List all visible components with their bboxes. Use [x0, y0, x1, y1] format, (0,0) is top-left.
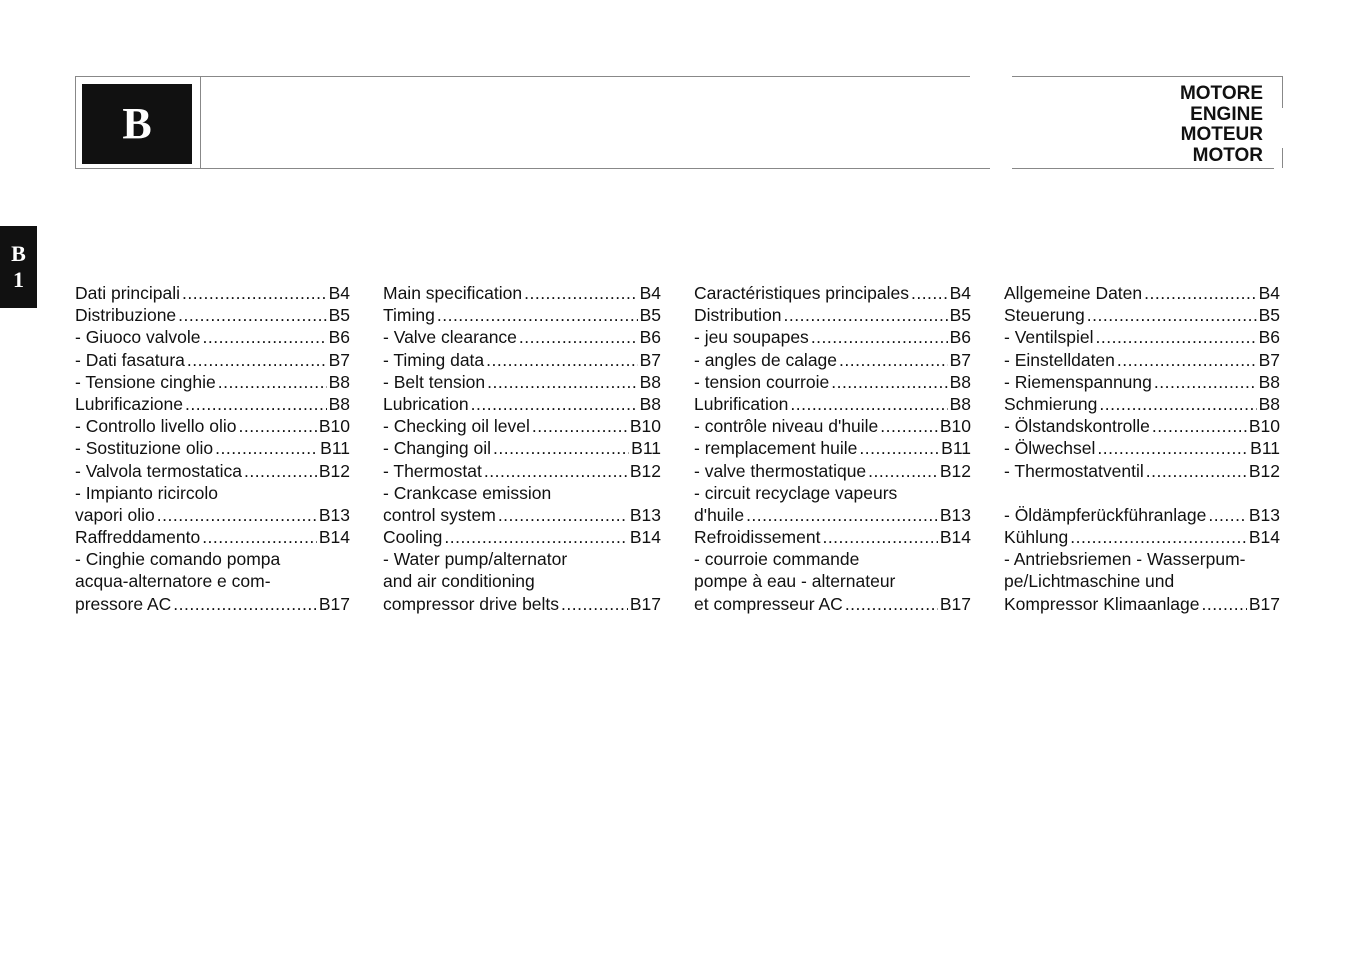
toc-entry[interactable]	[1004, 349, 1280, 371]
header-top-rule	[75, 76, 970, 77]
toc-leader-dots	[790, 393, 947, 415]
toc-entry	[383, 482, 661, 504]
toc-entry-title: - Changing oil	[383, 438, 491, 459]
toc-entry-title: - Ölstandskontrolle	[1004, 416, 1150, 437]
toc-entry[interactable]	[694, 593, 971, 615]
toc-entry-title: Main specification	[383, 283, 523, 303]
toc-leader-dots	[1087, 304, 1257, 326]
toc-entry[interactable]	[75, 349, 350, 371]
toc-entry-page: B5	[949, 305, 971, 326]
toc-entry-page: B5	[328, 305, 350, 326]
toc-entry-title: Kompressor Klimaanlage	[1004, 593, 1200, 614]
toc-entry-page: B8	[328, 371, 350, 392]
toc-leader-dots	[215, 437, 318, 459]
toc-entry-page: B10	[318, 416, 350, 437]
toc-entry[interactable]	[694, 304, 971, 326]
toc-leader-dots	[1152, 415, 1247, 437]
header-left-border	[75, 76, 76, 168]
toc-entry-title: Raffreddamento	[75, 527, 201, 548]
toc-entry-title: - Thermostatventil	[1004, 460, 1144, 481]
toc-leader-dots	[185, 393, 327, 415]
toc-leader-dots	[1096, 326, 1257, 348]
toc-entry-page: B5	[639, 305, 661, 326]
toc-entry-page: B4	[328, 283, 350, 303]
toc-leader-dots	[238, 415, 316, 437]
toc-entry-page: B13	[629, 504, 661, 525]
toc-entry[interactable]	[383, 415, 661, 437]
toc-leader-dots	[519, 326, 638, 348]
toc-entry-page: B13	[318, 504, 350, 525]
toc-entry	[694, 548, 971, 570]
toc-leader-dots	[484, 460, 628, 482]
toc-entry[interactable]	[694, 504, 971, 526]
toc-entry[interactable]	[383, 526, 661, 548]
toc-entry-page: B8	[639, 371, 661, 392]
section-title-italian: MOTORE	[1179, 83, 1263, 104]
toc-entry-page: B11	[941, 438, 971, 459]
toc-leader-dots	[845, 593, 938, 615]
toc-entry-page: B8	[639, 393, 661, 414]
toc-entry-title: Schmierung	[1004, 393, 1098, 414]
toc-entry[interactable]	[383, 371, 661, 393]
toc-entry-title: Distribuzione	[75, 305, 177, 326]
toc-leader-dots	[859, 437, 939, 459]
toc-entry-page: B4	[1258, 283, 1280, 303]
section-title-english: ENGINE	[1190, 103, 1263, 125]
toc-leader-dots	[911, 282, 948, 304]
toc-leader-dots	[1208, 504, 1247, 526]
toc-entry-title: - Water pump/alternator	[383, 549, 568, 570]
toc-leader-dots	[746, 504, 938, 526]
toc-entry-title: - Belt tension	[383, 371, 486, 392]
toc-entry[interactable]	[383, 393, 661, 415]
toc-entry-title: - Antriebsriemen - Wasserpum-	[1004, 549, 1246, 570]
toc-entry-title: - Tensione cinghie	[75, 371, 216, 392]
toc-entry-page: B7	[328, 349, 350, 370]
toc-entry[interactable]	[694, 349, 971, 371]
toc-leader-dots	[868, 460, 938, 482]
toc-entry-title: acqua-alternatore e com-	[75, 571, 271, 592]
toc-entry-title: - angles de calage	[694, 349, 838, 370]
toc-entry-page: B7	[639, 349, 661, 370]
toc-entry-title: - Crankcase emission	[383, 482, 552, 503]
toc-entry-title: Timing	[383, 305, 435, 326]
toc-entry[interactable]	[75, 415, 350, 437]
toc-entry[interactable]	[383, 593, 661, 615]
toc-entry-title: - Ventilspiel	[1004, 327, 1094, 348]
toc-entry-page: B17	[1248, 593, 1280, 614]
toc-entry-page: B8	[328, 393, 350, 414]
toc-entry-title: pressore AC	[75, 593, 172, 614]
toc-entry[interactable]	[75, 326, 350, 348]
toc-entry-title: pompe à eau - alternateur	[694, 571, 896, 592]
toc-leader-dots	[202, 326, 326, 348]
side-tab-letter: B	[11, 241, 26, 266]
toc-entry[interactable]	[1004, 504, 1280, 526]
toc-entry-title: et compresseur AC	[694, 593, 843, 614]
toc-entry-title: and air conditioning	[383, 571, 535, 592]
toc-entry-title: - Dati fasatura	[75, 349, 185, 370]
toc-entry-page: B10	[939, 416, 971, 437]
toc-entry[interactable]	[75, 526, 350, 548]
toc-leader-dots	[1117, 349, 1257, 371]
toc-leader-dots	[784, 304, 948, 326]
toc-entry	[75, 482, 350, 504]
toc-entry-page: B11	[631, 438, 661, 459]
toc-leader-dots	[487, 371, 637, 393]
toc-leader-dots	[524, 282, 637, 304]
toc-entry[interactable]	[383, 282, 661, 304]
toc-entry-title: - tension courroie	[694, 371, 830, 392]
toc-leader-dots	[182, 282, 327, 304]
toc-entry-title: compressor drive belts	[383, 593, 560, 614]
toc-leader-dots	[202, 526, 317, 548]
toc-entry[interactable]	[1004, 371, 1280, 393]
toc-entry[interactable]	[694, 371, 971, 393]
section-titles	[1180, 84, 1263, 166]
toc-entry[interactable]	[75, 393, 350, 415]
toc-entry-title: - contrôle niveau d'huile	[694, 416, 879, 437]
toc-leader-dots	[437, 304, 638, 326]
toc-leader-dots	[444, 526, 628, 548]
toc-entry	[694, 570, 971, 592]
toc-entry[interactable]	[383, 304, 661, 326]
toc-entry-page: B8	[949, 371, 971, 392]
toc-entry-page: B13	[939, 504, 971, 525]
toc-entry-page: B10	[629, 416, 661, 437]
toc-column-italian	[75, 282, 350, 615]
section-title-french: MOTEUR	[1180, 124, 1263, 145]
toc-entry-page: B10	[1248, 416, 1280, 437]
toc-leader-dots	[811, 326, 948, 348]
toc-entry-title: Refroidissement	[694, 527, 821, 548]
toc-entry-page: B6	[1258, 327, 1280, 348]
toc-leader-dots	[831, 371, 947, 393]
toc-entry-page: B4	[639, 283, 661, 303]
toc-entry[interactable]	[694, 393, 971, 415]
toc-column-german	[1004, 282, 1280, 615]
chapter-badge	[82, 84, 192, 164]
toc-entry-title: - Sostituzione olio	[75, 438, 214, 459]
toc-entry-page: B6	[949, 327, 971, 348]
toc-entry-title: - remplacement huile	[694, 438, 858, 459]
toc-leader-dots	[486, 349, 637, 371]
toc-entry	[694, 482, 971, 504]
toc-entry-page: B4	[949, 283, 971, 303]
toc-entry-title: pe/Lichtmaschine und	[1004, 571, 1175, 592]
toc-leader-dots	[178, 304, 326, 326]
toc-leader-dots	[244, 460, 317, 482]
toc-leader-dots	[173, 593, 317, 615]
toc-leader-dots	[157, 504, 317, 526]
toc-entry-page: B8	[1258, 393, 1280, 414]
toc-leader-dots	[532, 415, 628, 437]
toc-leader-dots	[218, 371, 327, 393]
toc-entry-title: - Impianto ricircolo	[75, 482, 218, 503]
toc-entry[interactable]	[383, 349, 661, 371]
toc-column-english	[383, 282, 661, 615]
toc-entry-title: - Valve clearance	[383, 327, 517, 348]
toc-entry[interactable]	[383, 504, 661, 526]
toc-entry[interactable]	[75, 593, 350, 615]
toc-entry-title: Lubrificazione	[75, 393, 183, 414]
toc-entry-title: vapori olio	[75, 504, 155, 525]
toc-leader-dots	[839, 349, 948, 371]
toc-entry[interactable]	[694, 526, 971, 548]
toc-entry-page: B8	[1258, 371, 1280, 392]
toc-entry-page: B17	[629, 593, 661, 614]
toc-entry-title: - Controllo livello olio	[75, 416, 237, 437]
toc-entry-title: Kühlung	[1004, 527, 1069, 548]
toc-entry-page: B17	[318, 593, 350, 614]
toc-entry-title: Allgemeine Daten	[1004, 283, 1143, 303]
toc-entry[interactable]	[694, 437, 971, 459]
toc-entry	[383, 548, 661, 570]
toc-entry-title: Cooling	[383, 527, 443, 548]
toc-entry	[1004, 482, 1280, 504]
toc-entry[interactable]	[694, 326, 971, 348]
toc-entry[interactable]	[1004, 437, 1280, 459]
side-tab-page: 1	[13, 267, 24, 292]
toc-leader-dots	[1154, 371, 1257, 393]
toc-leader-dots	[822, 526, 937, 548]
toc-entry-page: B12	[1248, 460, 1280, 481]
toc-entry-page: B12	[939, 460, 971, 481]
toc-entry-title: d'huile	[694, 504, 745, 525]
toc-entry-title: - Cinghie comando pompa	[75, 549, 281, 570]
toc-entry[interactable]	[75, 460, 350, 482]
toc-entry-page: B11	[320, 438, 350, 459]
toc-leader-dots	[1144, 282, 1256, 304]
toc-leader-dots	[1097, 437, 1248, 459]
toc-entry[interactable]	[383, 437, 661, 459]
toc-entry-page: B12	[318, 460, 350, 481]
toc-entry[interactable]	[1004, 593, 1280, 615]
toc-entry-page: B11	[1250, 438, 1280, 459]
toc-entry-title: - Thermostat	[383, 460, 482, 481]
toc-leader-dots	[471, 393, 638, 415]
toc-entry-title: - Giuoco valvole	[75, 327, 201, 348]
toc-entry-page: B5	[1258, 305, 1280, 326]
toc-entry[interactable]	[1004, 415, 1280, 437]
toc-entry-page: B8	[949, 393, 971, 414]
toc-entry-page: B6	[328, 327, 350, 348]
toc-entry[interactable]	[1004, 460, 1280, 482]
toc-entry	[383, 570, 661, 592]
header-badge-divider	[200, 76, 201, 168]
toc-column-french	[694, 282, 971, 615]
toc-entry-title: - jeu soupapes	[694, 327, 809, 348]
toc-entry-title: - Checking oil level	[383, 416, 530, 437]
toc-entry	[75, 548, 350, 570]
toc-entry-page: B14	[939, 527, 971, 548]
toc-entry-title: Caractéristiques principales	[694, 283, 909, 303]
toc-entry[interactable]	[694, 460, 971, 482]
toc-entry-page: B6	[639, 327, 661, 348]
toc-entry-title: - valve thermostatique	[694, 460, 867, 481]
toc-entry-page: B17	[939, 593, 971, 614]
toc-entry-page: B13	[1248, 504, 1280, 525]
toc-entry-title: - Öldämpferückführanlage	[1004, 504, 1207, 525]
toc-entry[interactable]	[1004, 526, 1280, 548]
toc-entry-title: - Valvola termostatica	[75, 460, 242, 481]
toc-entry[interactable]	[694, 415, 971, 437]
header-right-border-lower	[1282, 148, 1283, 168]
header-right-border	[1282, 76, 1283, 108]
toc-leader-dots	[493, 437, 629, 459]
toc-entry[interactable]	[75, 504, 350, 526]
toc-entry-title: Lubrication	[383, 393, 469, 414]
toc-leader-dots	[1099, 393, 1256, 415]
header-top-rule-right	[1012, 76, 1282, 77]
section-title-german: MOTOR	[1192, 144, 1263, 166]
toc-entry-page: B7	[1258, 349, 1280, 370]
toc-leader-dots	[1202, 593, 1247, 615]
toc-leader-dots	[498, 504, 628, 526]
toc-entry	[1004, 570, 1280, 592]
toc-entry[interactable]	[383, 460, 661, 482]
toc-entry-title: Lubrification	[694, 393, 789, 414]
chapter-letter: B	[122, 99, 152, 148]
toc-entry[interactable]	[1004, 304, 1280, 326]
toc-entry-title: control system	[383, 504, 496, 525]
toc-entry-page: B7	[949, 349, 971, 370]
toc-entry-title: - Ölwechsel	[1004, 438, 1096, 459]
toc-entry[interactable]	[1004, 282, 1280, 304]
toc-entry-page: B14	[1248, 527, 1280, 548]
toc-entry-title: Steuerung	[1004, 305, 1085, 326]
header-bottom-rule-right	[1012, 168, 1274, 169]
toc-leader-dots	[1070, 526, 1247, 548]
toc-entry-page: B14	[629, 527, 661, 548]
toc-leader-dots	[187, 349, 327, 371]
header-bottom-rule	[75, 168, 990, 169]
toc-entry[interactable]	[75, 282, 350, 304]
toc-entry-title: Dati principali	[75, 283, 181, 303]
toc-entry[interactable]	[1004, 393, 1280, 415]
toc-entry[interactable]	[75, 437, 350, 459]
toc-entry-title: - courroie commande	[694, 549, 860, 570]
toc-entry-title: - Einstelldaten	[1004, 349, 1115, 370]
toc-entry-title: Distribution	[694, 305, 782, 326]
toc-entry-title: - circuit recyclage vapeurs	[694, 482, 898, 503]
toc-entry[interactable]	[383, 326, 661, 348]
toc-entry-title: - Riemenspannung	[1004, 371, 1152, 392]
toc-leader-dots	[880, 415, 938, 437]
toc-entry	[1004, 548, 1280, 570]
toc-entry[interactable]	[1004, 326, 1280, 348]
side-thumb-tab[interactable]	[0, 226, 37, 308]
toc-leader-dots	[1146, 460, 1247, 482]
toc-entry[interactable]	[75, 304, 350, 326]
toc-entry-title: - Timing data	[383, 349, 485, 370]
toc-entry[interactable]	[75, 371, 350, 393]
toc-entry-page: B14	[318, 527, 350, 548]
toc-entry[interactable]	[694, 282, 971, 304]
toc-leader-dots	[561, 593, 628, 615]
toc-entry-page: B12	[629, 460, 661, 481]
toc-entry	[75, 570, 350, 592]
